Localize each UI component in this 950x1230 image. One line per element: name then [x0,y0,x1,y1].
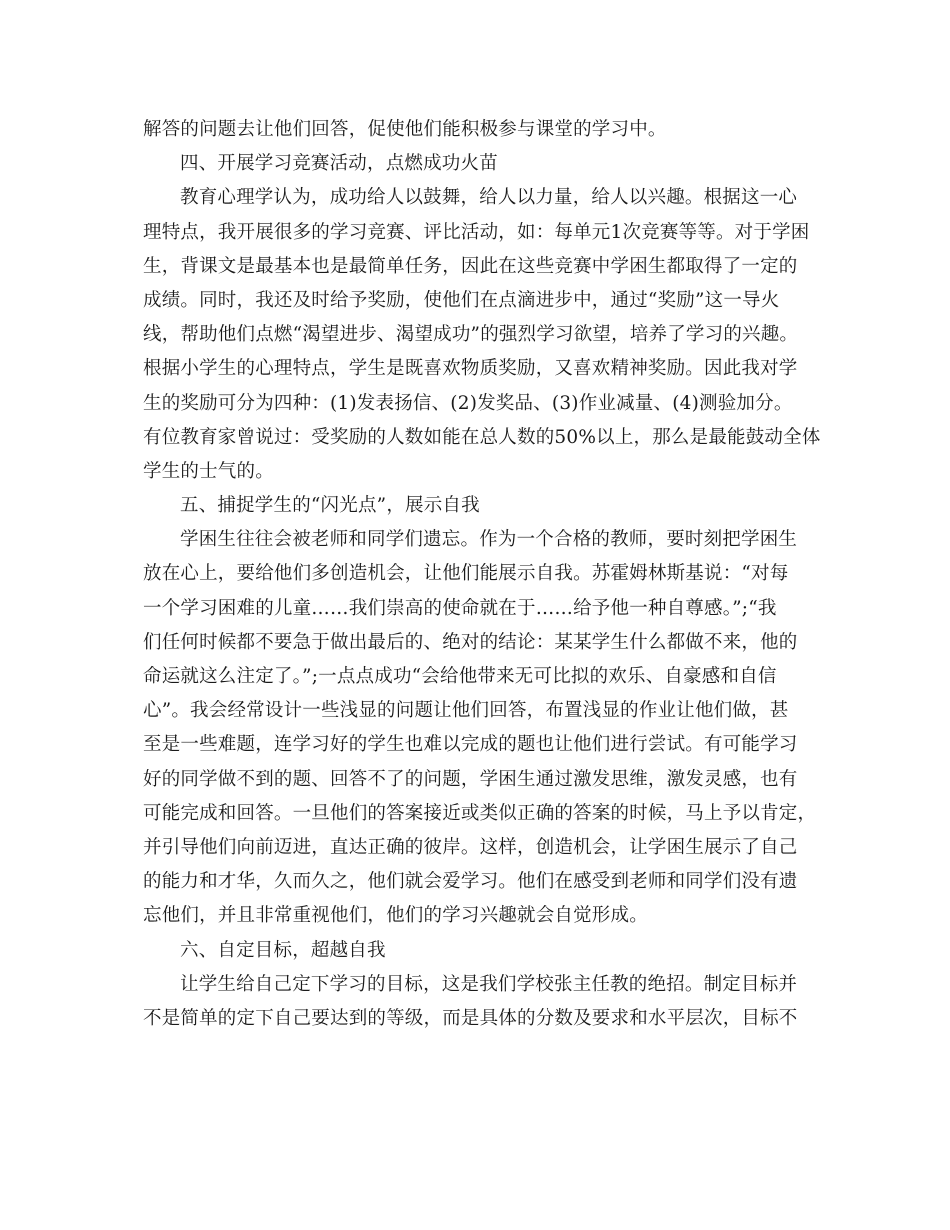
section-heading: 四、开展学习竞赛活动，点燃成功火苗 [180,153,498,175]
section-heading: 六、自定目标，超越自我 [180,939,386,961]
body-line: 线，帮助他们点燃“渴望进步、渴望成功”的强烈学习欲望，培养了学习的兴趣。 [143,324,799,346]
section-heading: 五、捕捉学生的“闪光点”，展示自我 [180,495,480,517]
body-line: 生的奖励可分为四种：(1)发表扬信、(2)发奖品、(3)作业减量、(4)测验加分。 [143,392,793,414]
body-line: 的能力和才华，久而久之，他们就会爱学习。他们在感受到老师和同学们没有遗 [143,871,798,893]
body-line: 理特点，我开展很多的学习竞赛、评比活动，如：每单元1次竞赛等等。对于学困 [143,221,810,243]
paragraph-first-line: 让学生给自己定下学习的目标，这是我们学校张主任教的绝招。制定目标并 [180,973,798,995]
body-line: 解答的问题去让他们回答，促使他们能积极参与课堂的学习中。 [143,119,667,140]
body-line: 们任何时候都不要急于做出最后的、绝对的结论：某某学生什么都做不来，他的 [143,631,798,653]
body-line: 忘他们，并且非常重视他们，他们的学习兴趣就会自觉形成。 [143,905,648,927]
document-page [143,113,821,1036]
body-line: 命运就这么注定了。”;一点点成功“会给他带来无可比拟的欢乐、自豪感和自信 [143,666,777,687]
body-line: 心”。我会经常设计一些浅显的问题让他们回答，布置浅显的作业让他们做，甚 [143,700,789,722]
body-line: 根据小学生的心理特点，学生是既喜欢物质奖励，又喜欢精神奖励。因此我对学 [143,358,798,380]
body-line: 并引导他们向前迈进，直达正确的彼岸。这样，创造机会，让学困生展示了自己 [143,836,798,858]
body-line: 可能完成和回答。一旦他们的答案接近或类似正确的答案的时候，马上予以肯定， [143,802,817,824]
body-line: 有位教育家曾说过：受奖励的人数如能在总人数的50%以上，那么是最能鼓动全体 [143,426,821,448]
paragraph-first-line: 学困生往往会被老师和同学们遗忘。作为一个合格的教师，要时刻把学困生 [180,529,798,551]
body-line: 生，背课文是最基本也是最简单任务，因此在这些竞赛中学困生都取得了一定的 [143,255,798,277]
paragraph-first-line: 教育心理学认为，成功给人以鼓舞，给人以力量，给人以兴趣。根据这一心 [180,187,798,209]
body-line: 至是一些难题，连学习好的学生也难以完成的题也让他们进行尝试。有可能学习 [143,734,798,756]
body-line: 放在心上，要给他们多创造机会，让他们能展示自我。苏霍姆林斯基说：“对每 [143,563,789,585]
body-line: 学生的士气的。 [143,460,274,482]
body-line: 成绩。同时，我还及时给予奖励，使他们在点滴进步中，通过“奖励”这一导火 [143,289,780,311]
body-line: 一个学习困难的儿童……我们崇高的使命就在于……给予他一种自尊感。”;“我 [143,597,777,619]
body-line: 不是简单的定下自己要达到的等级，而是具体的分数及要求和水平层次，目标不 [143,1007,798,1029]
body-line: 好的同学做不到的题、回答不了的问题，学困生通过激发思维，激发灵感，也有 [143,768,798,790]
